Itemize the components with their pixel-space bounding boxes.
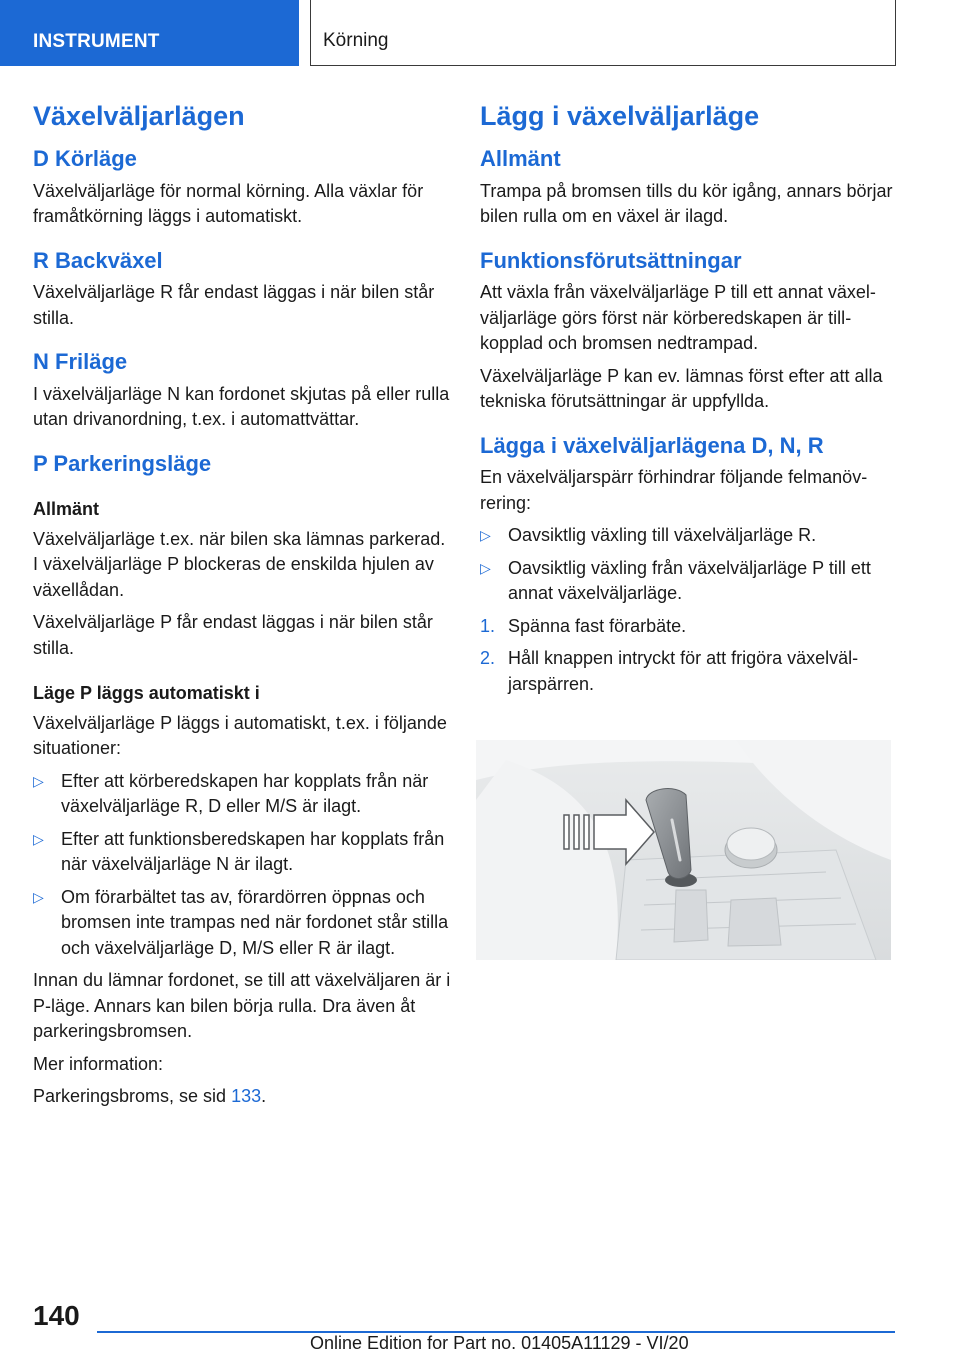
triangle-right-outline-icon: ▷ <box>33 772 44 789</box>
text-d-drive: Växelväljarläge för normal körning. Alla växlar för framåtkörning läggs i automatiskt. <box>33 180 424 227</box>
section-title-gear-positions: Växelväljarlägen <box>33 101 245 131</box>
heading-general: Allmänt <box>480 146 561 172</box>
right-column <box>480 100 898 704</box>
gear-selector-illustration <box>476 740 891 960</box>
list-item: ▷ Efter att funktionsberedskapen har kopplats från när växelväljarläge N är ilagt. <box>33 828 445 875</box>
heading-n-neutral: N Friläge <box>33 349 128 375</box>
text-general: Trampa på bromsen tills du kör igång, annars börjar bilen rulla om en växel är ilagd. <box>480 180 893 227</box>
triangle-right-outline-icon: ▷ <box>33 830 44 847</box>
triangle-right-outline-icon: ▷ <box>480 559 491 576</box>
text-prerequisites-2: Växelväljarläge P kan ev. lämnas först efter att alla tekniska förutsättningar är uppfyllda. <box>480 365 883 412</box>
text-park-warning: Innan du lämnar fordonet, se till att växelväljaren är i P-läge. Annars kan bilen börja rulla. Dra även åt parkeringsbromsen. <box>33 970 451 1042</box>
list-item: 2. Håll knappen intryckt för att frigöra växelväljarspärren. <box>480 648 859 694</box>
heading-p-park: P Parkeringsläge <box>33 450 212 476</box>
step-number: 2. <box>480 648 496 669</box>
gear-selector-drawing <box>476 740 891 960</box>
text-reference: Parkeringsbroms, se sid 133. <box>33 1086 267 1107</box>
page-reference-link[interactable]: 133 <box>231 1086 262 1107</box>
triangle-right-outline-icon: ▷ <box>480 527 491 544</box>
text-more-info: Mer information: <box>33 1053 164 1074</box>
heading-prerequisites: Funktionsförutsättningar <box>480 247 742 273</box>
section-tab: INSTRUMENT <box>0 0 299 66</box>
left-column <box>33 100 451 1117</box>
subheading-park-auto: Läge P läggs automatiskt i <box>33 683 260 704</box>
list-item: ▷ Oavsiktlig växling till växelväljarläge R. <box>480 523 898 549</box>
list-item: ▷ Efter att körberedskapen har kopplats från när växelväljarläge R, D eller M/S är ilagt. <box>33 770 429 817</box>
page-header <box>0 0 960 66</box>
subheading-park-general: Allmänt <box>33 498 100 519</box>
page-number: 140 <box>33 1300 80 1331</box>
chapter-title: Körning <box>310 0 896 66</box>
step-number: 1. <box>480 615 496 636</box>
list-item: 1. Spänna fast förarbäte. <box>480 614 898 640</box>
lock-list <box>480 523 898 697</box>
heading-d-drive: D Körläge <box>33 146 137 172</box>
park-auto-list <box>33 769 451 962</box>
text-r-reverse: Växelväljarläge R får endast läggas i när bilen står stilla. <box>33 282 435 328</box>
list-item: ▷ Om förarbältet tas av, förardörren öppnas och bromsen inte trampas ned när fordonet står stilla och växelväljarläge D, M/S eller R är ilagt. <box>33 886 449 958</box>
footer-edition: Online Edition for Part no. 01405A11129 - VI/20 <box>310 1333 689 1353</box>
text-park-auto: Växelväljarläge P läggs i automatiskt, t.ex. i följande situationer: <box>33 712 447 759</box>
text-n-neutral: I växelväljarläge N kan fordonet skjutas på eller rulla utan drivanordning, t.ex. i automattvättar. <box>33 383 450 430</box>
text-park-general-1: Växelväljarläge t.ex. när bilen ska lämnas parkerad. I växelväljarläge P blockeras de enskilda hjulen av växellådan. <box>33 528 446 600</box>
section-title-engage-gear: Lägg i växelväljarläge <box>480 101 760 131</box>
text-prerequisites-1: Att växla från växelväljarläge P till ett annat växelväljarläge görs först när körberedskapen är tillkopplad och bromsen nedtrampad. <box>480 282 876 354</box>
heading-engage-dnr: Lägga i växelväljarlägena D, N, R <box>480 432 824 458</box>
list-item: ▷ Oavsiktlig växling från växelväljarläge P till ett annat växelväljarläge. <box>480 557 871 604</box>
text-engage-dnr: En växelväljarspärr förhindrar följande felmanövrering: <box>480 467 868 513</box>
heading-r-reverse: R Backväxel <box>33 247 163 273</box>
text-park-general-2: Växelväljarläge P får endast läggas i när bilen står stilla. <box>33 612 433 658</box>
triangle-right-outline-icon: ▷ <box>33 888 44 905</box>
